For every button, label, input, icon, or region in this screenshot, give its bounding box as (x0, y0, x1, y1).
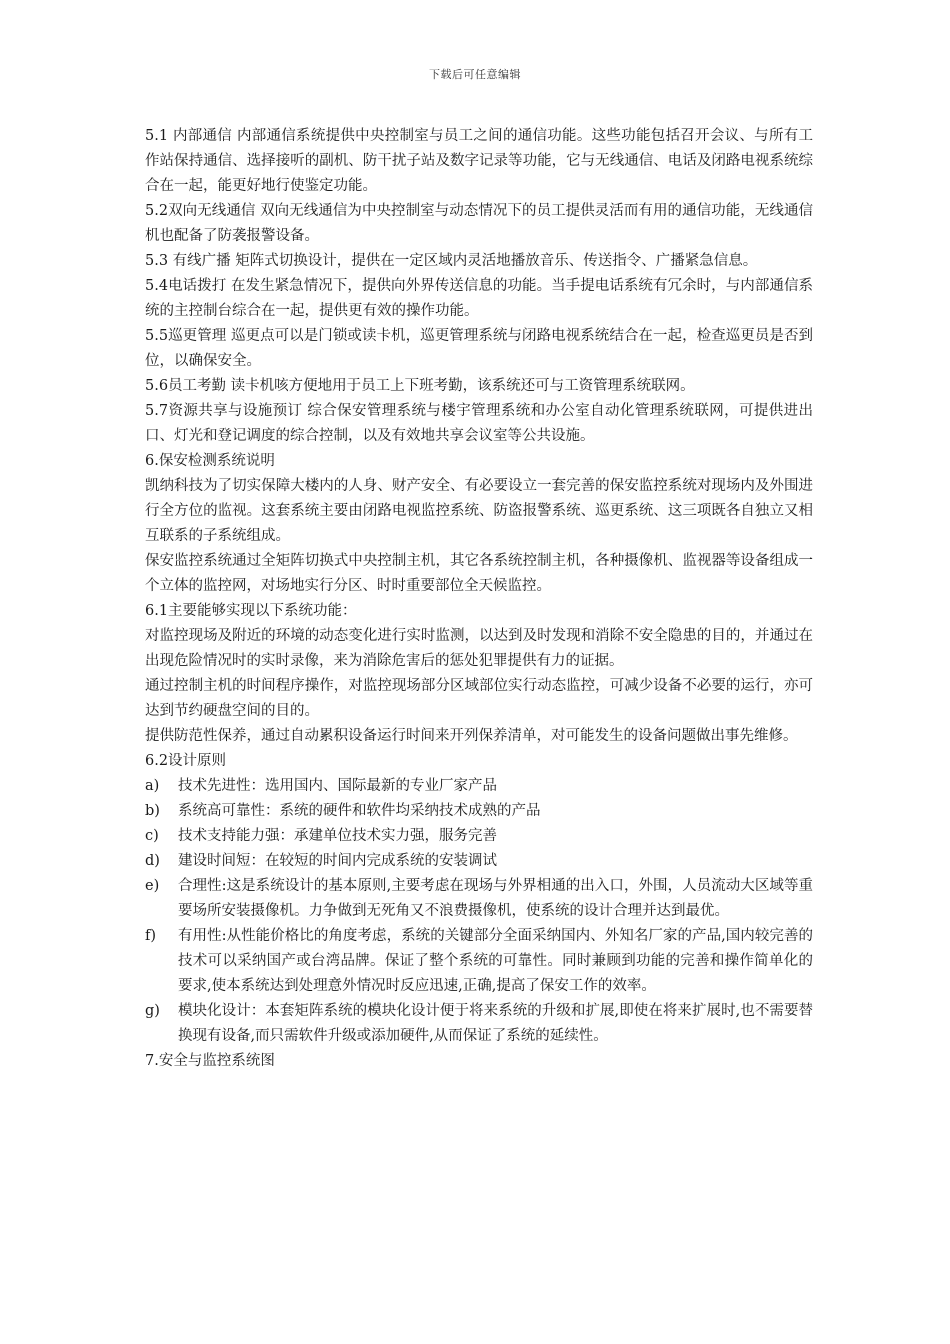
list-item (145, 799, 813, 824)
list-marker: b) (145, 803, 160, 819)
section-5-7-paragraph: 5.7资源共享与设施预订 综合保安管理系统与楼宇管理系统和办公室自动化管理系统联网，可提供进出口、灯光和登记调度的综合控制，以及有效地共享会议室等公共设施。 (145, 403, 813, 444)
list-item-text: 系统高可靠性：系统的硬件和软件均采纳技术成熟的产品 (178, 803, 541, 819)
list-item-text: 建设时间短：在较短的时间内完成系统的安装调试 (178, 853, 497, 869)
preventive-maintenance-paragraph: 提供防范性保养，通过自动累积设备运行时间来开列保养清单，对可能发生的设备问题做出事先维修。 (145, 728, 798, 744)
list-marker: g) (145, 1003, 160, 1019)
section-6-2-heading: 6.2设计原则 (145, 753, 227, 769)
section-5-2-paragraph: 5.2双向无线通信 双向无线通信为中央控制室与动态情况下的员工提供灵活而有用的通信功能，无线通信机也配备了防袭报警设备。 (145, 203, 813, 244)
list-item (145, 774, 813, 799)
section-7-heading: 7.安全与监控系统图 (145, 1053, 275, 1069)
section-5-6-paragraph: 5.6员工考勤 读卡机咳方便地用于员工上下班考勤，该系统还可与工资管理系统联网。 (145, 378, 695, 394)
list-marker: d) (145, 853, 160, 869)
realtime-monitoring-paragraph: 对监控现场及附近的环境的动态变化进行实时监测，以达到及时发现和消除不安全隐患的目的，并通过在出现危险情况时的实时录像，来为消除危害后的惩处犯罪提供有力的证据。 (145, 628, 813, 669)
security-intro-paragraph: 凯纳科技为了切实保障大楼内的人身、财产安全、有必要设立一套完善的保安监控系统对现场内及外围进行全方位的监视。这套系统主要由闭路电视监控系统、防盗报警系统、巡更系统、这三项既各自独立又相互联系的子系统组成。 (145, 478, 813, 544)
page-header: 下载后可任意编辑 (429, 68, 521, 81)
section-6-heading: 6.保安检测系统说明 (145, 453, 275, 469)
list-item (145, 849, 813, 874)
section-5-3-paragraph: 5.3 有线广播 矩阵式切换设计，提供在一定区域内灵活地播放音乐、传送指令、广播紧急信息。 (145, 253, 758, 269)
list-item (145, 999, 813, 1049)
section-5-5-paragraph: 5.5巡更管理 巡更点可以是门锁或读卡机，巡更管理系统与闭路电视系统结合在一起，检查巡更员是否到位，以确保安全。 (145, 328, 813, 369)
section-5-1-paragraph: 5.1 内部通信 内部通信系统提供中央控制室与员工之间的通信功能。这些功能包括召开会议、与所有工作站保持通信、选择接听的副机、防干扰子站及数字记录等功能，它与无线通信、电话及闭路电视系统综合在一起，能更好地行使鉴定功能。 (145, 128, 813, 194)
list-marker: c) (145, 828, 159, 844)
list-marker: a) (145, 778, 160, 794)
list-marker: f) (145, 928, 157, 944)
section-6-1-heading: 6.1主要能够实现以下系统功能： (145, 603, 357, 619)
list-item-text: 技术先进性：选用国内、国际最新的专业厂家产品 (178, 778, 497, 794)
section-5-4-paragraph: 5.4电话拨打 在发生紧急情况下，提供向外界传送信息的功能。当手提电话系统有冗余时，与内部通信系统的主控制台综合在一起，提供更有效的操作功能。 (145, 278, 813, 319)
design-principles-list (145, 774, 813, 1049)
list-item (145, 824, 813, 849)
monitoring-network-paragraph: 保安监控系统通过全矩阵切换式中央控制主机，其它各系统控制主机，各种摄像机、监视器等设备组成一个立体的监控网，对场地实行分区、时时重要部位全天候监控。 (145, 553, 813, 594)
document-body (145, 124, 813, 1074)
list-item-text: 合理性:这是系统设计的基本原则,主要考虑在现场与外界相通的出入口，外围，人员流动大区域等重要场所安装摄像机。力争做到无死角又不浪费摄像机，使系统的设计合理并达到最优。 (178, 878, 813, 919)
list-marker: e) (145, 878, 160, 894)
list-item-text: 有用性:从性能价格比的角度考虑，系统的关键部分全面采纳国内、外知名厂家的产品,国内较完善的技术可以采纳国产或台湾品牌。保证了整个系统的可靠性。同时兼顾到功能的完善和操作简单化的要求,使本系统达到处理意外情况时反应迅速,正确,提高了保安工作的效率。 (178, 928, 813, 994)
list-item (145, 874, 813, 924)
time-program-paragraph: 通过控制主机的时间程序操作，对监控现场部分区域部位实行动态监控，可减少设备不必要的运行，亦可达到节约硬盘空间的目的。 (145, 678, 813, 719)
list-item (145, 924, 813, 999)
list-item-text: 技术支持能力强：承建单位技术实力强，服务完善 (178, 828, 497, 844)
list-item-text: 模块化设计：本套矩阵系统的模块化设计便于将来系统的升级和扩展,即使在将来扩展时,也不需要替换现有设备,而只需软件升级或添加硬件,从而保证了系统的延续性。 (178, 1003, 813, 1044)
